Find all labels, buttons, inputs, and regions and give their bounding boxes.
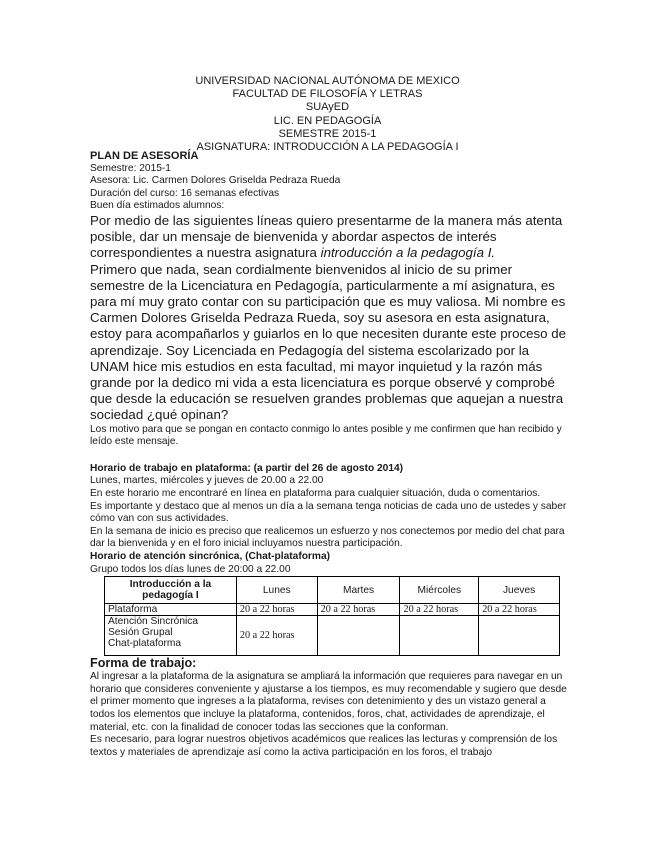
sync-schedule-group: Grupo todos los días lunes de 20:00 a 22.00 xyxy=(90,563,291,575)
header-faculty: FACULTAD DE FILOSOFÍA Y LETRAS xyxy=(232,88,423,101)
intro-paragraph-1 xyxy=(90,213,570,262)
table-cell xyxy=(317,616,400,656)
platform-schedule-title: Horario de trabajo en plataforma: (a partir del 26 de agosto 2014) xyxy=(90,462,404,474)
table-header-monday: Lunes xyxy=(236,577,317,604)
table-cell: 20 a 22 horas xyxy=(400,604,479,616)
table-cell: 20 a 22 horas xyxy=(479,604,560,616)
document-header xyxy=(0,75,655,154)
header-subject: ASIGNATURA: INTRODUCCIÓN A LA PEDAGOGÍA I xyxy=(196,141,459,154)
table-cell-label: Plataforma xyxy=(105,604,237,616)
table-cell: 20 a 22 horas xyxy=(236,604,317,616)
table-header-wednesday: Miércoles xyxy=(400,577,479,604)
work-method-p2: Es necesario, para lograr nuestros objetivos académicos que realices las lecturas y comprensión de los textos y materiales de aprendizaje así como la activa participación en los foros, el trabajo xyxy=(90,734,558,758)
platform-schedule-p2: Es importante y destaco que al menos un día a la semana tenga noticias de cada uno de ustedes y saber cómo van con sus actividades. xyxy=(90,500,567,525)
row-label-line: Sesión Grupal xyxy=(108,627,173,639)
header-university: UNIVERSIDAD NACIONAL AUTÓNOMA DE MEXICO xyxy=(195,75,460,87)
header-degree: LIC. EN PEDAGOGÍA xyxy=(273,114,382,127)
row-label-line: Chat-plataforma xyxy=(108,638,182,650)
table-cell: 20 a 22 horas xyxy=(236,616,317,656)
work-method-p1: Al ingresar a la plataforma de la asignatura se ampliará la información que requieres para navegar en un horario que consideres conveniente y ajustarse a los tiempos, es muy recomendable y sugiero que desde el primer momento que ingreses a la plataforma, revises con detenimiento y des un vistazo general a todos los elementos que incluye la plataforma, contenidos, foros, chat, actividades de aprendizaje, el material, etc. con la finalidad de conocer todas las secciones que la conforman. xyxy=(90,671,567,733)
row-label-line: Atención Sincrónica xyxy=(108,616,199,628)
plan-title: PLAN DE ASESORÍA xyxy=(90,150,199,162)
header-system: SUAyED xyxy=(305,101,350,114)
table-row xyxy=(105,616,560,656)
table-cell xyxy=(400,616,479,656)
platform-schedule-days: Lunes, martes, miércoles y jueves de 20.00 a 22.00 xyxy=(90,475,324,487)
sync-schedule-title: Horario de atención sincrónica, (Chat-plataforma) xyxy=(90,550,331,562)
table-header-thursday: Jueves xyxy=(479,577,560,604)
plan-advisor: Asesora: Lic. Carmen Dolores Griselda Pedraza Rueda xyxy=(90,175,341,187)
subject-name-italic: introducción a la pedagogía I. xyxy=(320,245,496,261)
platform-schedule-p3: En la semana de inicio es preciso que realicemos un esfuerzo y nos conectemos por medio del chat para dar la bienvenida y en el foro inicial incluyamos nuestra participación. xyxy=(90,525,565,550)
intro-paragraph-3: Los motivo para que se pongan en contacto conmigo lo antes posible y me confirmen que han recibido y leído este mensaje. xyxy=(90,423,562,448)
schedule-table xyxy=(104,576,560,656)
intro-text: Por medio de las siguientes líneas quiero presentarme de la manera más atenta posible, dar un mensaje de bienvenida y abordar aspectos de interés correspondientes a nuestra asignatura xyxy=(90,212,563,261)
table-header-tuesday: Martes xyxy=(317,577,400,604)
work-method-title: Forma de trabajo: xyxy=(90,656,197,671)
table-cell: 20 a 22 horas xyxy=(317,604,400,616)
plan-duration: Duración del curso: 16 semanas efectivas xyxy=(90,187,280,199)
plan-semester: Semestre: 2015-1 xyxy=(90,162,171,174)
table-cell-label xyxy=(105,616,237,656)
platform-schedule-p1: En este horario me encontraré en línea en plataforma para cualquier situación, duda o comentarios. xyxy=(90,487,541,499)
plan-greeting: Buen día estimados alumnos: xyxy=(90,200,225,212)
document-body xyxy=(90,150,570,759)
table-row xyxy=(105,604,560,616)
table-header-subject: Introducción a la pedagogía I xyxy=(105,577,237,604)
table-header-row xyxy=(105,577,560,604)
header-semester: SEMESTRE 2015-1 xyxy=(278,127,377,140)
intro-paragraph-2: Primero que nada, sean cordialmente bienvenidos al inicio de su primer semestre de la Licenciatura en Pedagogía, particularmente a mí asignatura, es para mí muy grato contar con su participación que es muy valiosa. Mi nombre es Carmen Dolores Griselda Pedraza Rueda, soy su asesora en esta asignatura, estoy para acompañarlos y guiarlos en lo que necesiten durante este proceso de aprendizaje. Soy Licenciada en Pedagogía del sistema escolarizado por la UNAM hice mis estudios en esta facultad, mi mayor inquietud y la razón más grande por la dedico mi vida a esta licenciatura es porque observé y comprobé que desde la educación se resuelven grandes problemas que aquejan a nuestra sociedad ¿qué opinan? xyxy=(90,261,567,423)
table-cell xyxy=(479,616,560,656)
